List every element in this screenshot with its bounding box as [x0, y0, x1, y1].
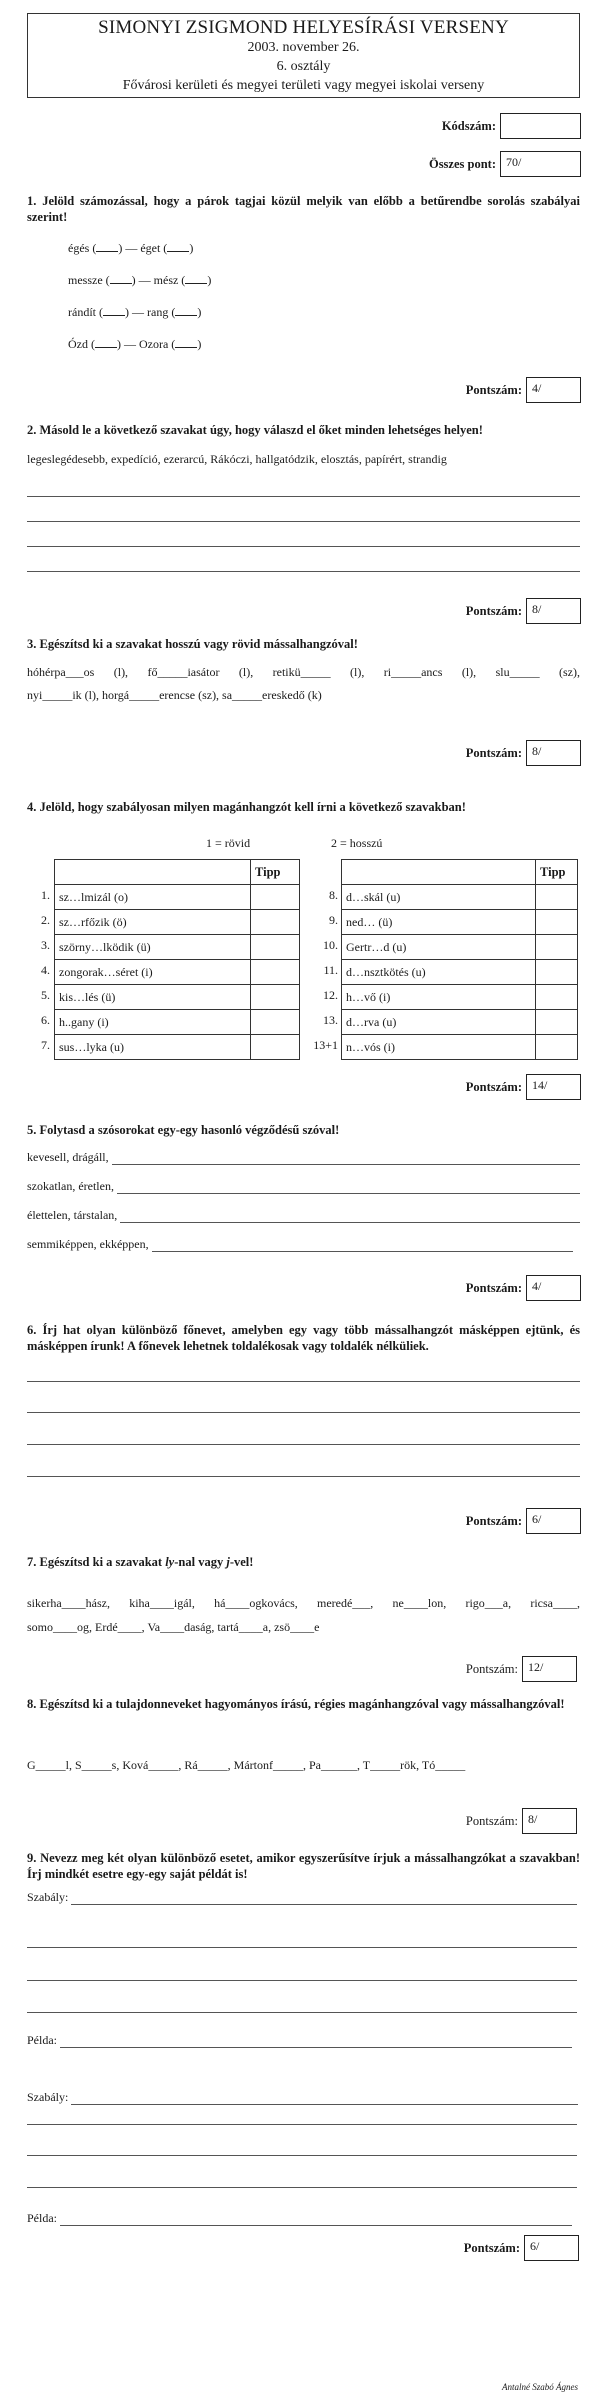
q9-example-1	[27, 2032, 572, 2048]
prompt-ly: ly	[165, 1555, 175, 1569]
word-cell: ned… (ü)	[342, 910, 536, 935]
tipp-cell[interactable]	[536, 935, 578, 960]
score-label: Pontszám:	[465, 382, 522, 397]
q2-prompt: 2. Másold le a következő szavakat úgy, hogy válaszd el őket minden lehetséges helyen!	[27, 423, 483, 437]
competition-title: SIMONYI ZSIGMOND HELYESÍRÁSI VERSENY	[98, 17, 509, 38]
code-field[interactable]	[500, 113, 581, 139]
answer-line[interactable]	[27, 571, 580, 572]
answer-blank[interactable]	[175, 305, 197, 316]
row-number: 11.	[323, 963, 338, 977]
pair-paren: )	[207, 273, 212, 287]
answer-line[interactable]	[71, 2093, 578, 2105]
answer-line[interactable]	[27, 1476, 580, 1477]
row-number: 2.	[41, 913, 50, 927]
word-header	[342, 860, 536, 885]
word-series: élettelen, társtalan,	[27, 1208, 118, 1222]
table-row	[342, 1010, 578, 1035]
table-row	[342, 985, 578, 1010]
table-row	[342, 910, 578, 935]
row-number: 4.	[41, 963, 50, 977]
answer-line[interactable]	[27, 2187, 577, 2188]
answer-line[interactable]	[117, 1182, 580, 1194]
word-series: kevesell, drágáll,	[27, 1150, 109, 1164]
row-number: 6.	[41, 1013, 50, 1027]
table-row	[342, 935, 578, 960]
word-cell: zongorak…séret (i)	[55, 960, 251, 985]
q2-score-row	[466, 598, 581, 624]
row-number: 1.	[41, 888, 50, 902]
q9-rule-1	[27, 1889, 577, 1905]
pair-word: ) — éget (	[118, 241, 168, 255]
q1-pair-1	[68, 241, 193, 256]
score-label: Pontszám:	[463, 2240, 520, 2255]
table-row	[55, 910, 300, 935]
total-label: Összes pont:	[428, 156, 496, 171]
answer-line[interactable]	[27, 1980, 577, 1981]
prompt-text: 7. Egészítsd ki a szavakat	[27, 1555, 166, 1569]
word-cell: h..gany (i)	[55, 1010, 251, 1035]
tipp-cell[interactable]	[536, 960, 578, 985]
q7-line-1[interactable]: sikerha____hász, kiha____igál, há____ogkovács, meredé___, ne____lon, rigo___a, ricsa____,	[27, 1596, 580, 1610]
q8-score-row	[466, 1808, 577, 1834]
score-label: Pontszám:	[465, 1661, 518, 1676]
word-series: semmiképpen, ekképpen,	[27, 1237, 149, 1251]
q6-prompt: 6. Írj hat olyan különböző főnevet, amelyben egy vagy több mássalhangzót másképpen ejtünk, és másképpen írunk! A főnevek lehetnek toldalékosak vagy toldalék nélküliek.	[27, 1323, 580, 1353]
row-number: 13.	[323, 1013, 338, 1027]
q3-line-2[interactable]: nyi_____ik (l), horgá_____erencse (sz), sa_____ereskedő (k)	[27, 688, 322, 702]
q1-pair-2	[68, 273, 211, 288]
q3-prompt: 3. Egészítsd ki a szavakat hosszú vagy rövid mássalhangzóval!	[27, 637, 358, 651]
answer-line[interactable]	[27, 1381, 580, 1382]
q9-rule-2	[27, 2089, 578, 2105]
score-label: Pontszám:	[465, 1813, 518, 1828]
answer-blank[interactable]	[103, 305, 125, 316]
row-number: 13+1	[313, 1038, 338, 1052]
vowel-table-right	[341, 859, 578, 1060]
answer-line[interactable]	[27, 521, 580, 522]
table-row	[55, 960, 300, 985]
answer-line[interactable]	[27, 1947, 577, 1948]
example-label: Példa:	[27, 2033, 57, 2047]
table-row	[55, 985, 300, 1010]
q9-prompt: 9. Nevezz meg két olyan különböző esetet, amikor egyszerűsítve írjuk a mássalhangzókat a szavakban! Írj mindkét esetre egy-egy saját példát is!	[27, 1851, 580, 1881]
q5-score-field[interactable]: 4/	[526, 1275, 581, 1301]
row-number: 9.	[329, 913, 338, 927]
answer-blank[interactable]	[96, 241, 118, 252]
pair-word: ) — mész (	[131, 273, 186, 287]
q5-row-3	[27, 1207, 580, 1223]
prompt-j: j	[226, 1555, 230, 1569]
competition-date: 2003. november 26.	[247, 40, 360, 55]
row-number: 8.	[329, 888, 338, 902]
row-number: 7.	[41, 1038, 50, 1052]
q8-prompt: 8. Egészítsd ki a tulajdonneveket hagyományos írású, régies magánhangzóval vagy mássalhangzóval!	[27, 1697, 565, 1711]
word-cell: Gertr…d (u)	[342, 935, 536, 960]
competition-subtitle: Fővárosi kerületi és megyei területi vagy megyei iskolai verseny	[122, 78, 485, 93]
q5-prompt: 5. Folytasd a szósorokat egy-egy hasonló végződésű szóval!	[27, 1123, 340, 1137]
word-header	[55, 860, 251, 885]
q9-score-row	[464, 2235, 579, 2261]
total-row	[429, 151, 581, 177]
score-label: Pontszám:	[465, 1079, 522, 1094]
tipp-cell[interactable]	[251, 985, 300, 1010]
pair-paren: )	[197, 305, 202, 319]
answer-line[interactable]	[27, 2124, 577, 2125]
answer-line[interactable]	[71, 1893, 577, 1905]
tipp-cell[interactable]	[251, 935, 300, 960]
tipp-cell[interactable]	[251, 1035, 300, 1060]
pair-word: ) — Ozora (	[117, 337, 176, 351]
word-cell: kis…lés (ü)	[55, 985, 251, 1010]
pair-paren: )	[189, 241, 194, 255]
table-row	[342, 885, 578, 910]
pair-word: messze (	[68, 273, 110, 287]
q2-score-field[interactable]: 8/	[526, 598, 581, 624]
tipp-cell[interactable]	[251, 960, 300, 985]
q8-line[interactable]: G_____l, S_____s, Ková_____, Rá_____, Mártonf_____, Pa______, T_____rök, Tó_____	[27, 1758, 466, 1772]
q9-example-2	[27, 2210, 572, 2226]
vowel-table-left	[54, 859, 300, 1060]
row-number: 5.	[41, 988, 50, 1002]
answer-blank[interactable]	[95, 337, 117, 348]
answer-line[interactable]	[60, 2214, 572, 2226]
score-label: Pontszám:	[465, 1513, 522, 1528]
word-cell: sz…rfőzik (ö)	[55, 910, 251, 935]
pair-word: Ózd (	[68, 337, 95, 351]
prompt-text: -vel!	[229, 1555, 254, 1569]
answer-line[interactable]	[112, 1153, 580, 1165]
pair-word: ) — rang (	[125, 305, 176, 319]
q3-score-row	[466, 740, 581, 766]
q1-prompt: 1. Jelöld számozással, hogy a párok tagjai közül melyik van előbb a betűrendbe sorolás szabályai szerint!	[27, 194, 580, 224]
answer-line[interactable]	[60, 2036, 572, 2048]
tipp-cell[interactable]	[251, 885, 300, 910]
grade-label: 6. osztály	[276, 59, 331, 74]
pair-word: rándít (	[68, 305, 103, 319]
word-cell: sz…lmizál (o)	[55, 885, 251, 910]
word-cell: h…vő (i)	[342, 985, 536, 1010]
tipp-cell[interactable]	[536, 885, 578, 910]
rule-label: Szabály:	[27, 1890, 69, 1904]
q5-row-2	[27, 1178, 580, 1194]
q4-score-field[interactable]: 14/	[526, 1074, 581, 1100]
pair-word: égés (	[68, 241, 97, 255]
table-row	[342, 1035, 578, 1060]
q7-score-field[interactable]: 12/	[522, 1656, 577, 1682]
q5-row-1	[27, 1149, 580, 1165]
q3-score-field[interactable]: 8/	[526, 740, 581, 766]
code-label: Kódszám:	[441, 118, 496, 133]
row-number: 3.	[41, 938, 50, 952]
q6-score-field[interactable]: 6/	[526, 1508, 581, 1534]
q1-pair-4	[68, 337, 201, 352]
tipp-cell[interactable]	[536, 1010, 578, 1035]
total-score-field[interactable]: 70/	[500, 151, 581, 177]
answer-blank[interactable]	[167, 241, 189, 252]
q4-score-row	[466, 1074, 581, 1100]
q4-prompt: 4. Jelöld, hogy szabályosan milyen magánhangzót kell írni a következő szavakban!	[27, 800, 466, 814]
answer-line[interactable]	[27, 546, 580, 547]
score-label: Pontszám:	[465, 603, 522, 618]
tipp-cell[interactable]	[536, 985, 578, 1010]
legend-long: 2 = hosszú	[331, 836, 383, 850]
legend-short: 1 = rövid	[206, 836, 251, 850]
word-series: szokatlan, éretlen,	[27, 1179, 114, 1193]
rule-label: Szabály:	[27, 2090, 69, 2104]
tipp-cell[interactable]	[536, 910, 578, 935]
answer-line[interactable]	[27, 2012, 577, 2013]
score-label: Pontszám:	[465, 745, 522, 760]
table-row	[55, 1010, 300, 1035]
answer-line[interactable]	[152, 1240, 573, 1252]
word-cell: sus…lyka (u)	[55, 1035, 251, 1060]
code-row	[442, 113, 581, 139]
prompt-text: -nal vagy	[174, 1555, 227, 1569]
row-number: 10.	[323, 938, 338, 952]
q1-score-row	[466, 377, 581, 403]
row-number: 12.	[323, 988, 338, 1002]
word-cell: d…rva (u)	[342, 1010, 536, 1035]
answer-blank[interactable]	[175, 337, 197, 348]
answer-line[interactable]	[27, 496, 580, 497]
q2-words: legeslegédesebb, expedíció, ezerarcú, Rákóczi, hallgatódzik, elosztás, papírért, strandig	[27, 452, 447, 466]
table-row	[55, 1035, 300, 1060]
tipp-cell[interactable]	[251, 910, 300, 935]
answer-line[interactable]	[27, 1412, 580, 1413]
word-cell: d…nsztkötés (u)	[342, 960, 536, 985]
word-cell: n…vós (i)	[342, 1035, 536, 1060]
q7-line-2[interactable]: somo____og, Erdé____, Va____daság, tartá____a, zsö____e	[27, 1620, 320, 1634]
q3-line-1[interactable]: hóhérpa___os (l), fő_____iasátor (l), retikü_____ (l), ri_____ancs (l), slu_____ (sz),	[27, 665, 580, 679]
table-row	[55, 935, 300, 960]
score-label: Pontszám:	[465, 1280, 522, 1295]
q7-score-row	[466, 1656, 577, 1682]
q1-pair-3	[68, 305, 201, 320]
q1-score-field[interactable]: 4/	[526, 377, 581, 403]
answer-blank[interactable]	[110, 273, 132, 284]
answer-line[interactable]	[27, 2155, 577, 2156]
table-row	[342, 960, 578, 985]
tipp-header: Tipp	[536, 860, 578, 885]
pair-paren: )	[197, 337, 202, 351]
answer-blank[interactable]	[185, 273, 207, 284]
q8-score-field[interactable]: 8/	[522, 1808, 577, 1834]
tipp-header: Tipp	[251, 860, 300, 885]
answer-line[interactable]	[27, 1444, 580, 1445]
answer-line[interactable]	[120, 1211, 580, 1223]
example-label: Példa:	[27, 2211, 57, 2225]
author-signature: Antalné Szabó Ágnes	[502, 2382, 578, 2392]
word-cell: szörny…lködik (ü)	[55, 935, 251, 960]
header-box	[27, 13, 580, 98]
word-cell: d…skál (u)	[342, 885, 536, 910]
tipp-cell[interactable]	[251, 1010, 300, 1035]
q9-score-field[interactable]: 6/	[524, 2235, 579, 2261]
q7-prompt	[27, 1554, 580, 1570]
table-row	[55, 885, 300, 910]
q5-row-4	[27, 1236, 573, 1252]
q6-score-row	[466, 1508, 581, 1534]
q5-score-row	[466, 1275, 581, 1301]
tipp-cell[interactable]	[536, 1035, 578, 1060]
